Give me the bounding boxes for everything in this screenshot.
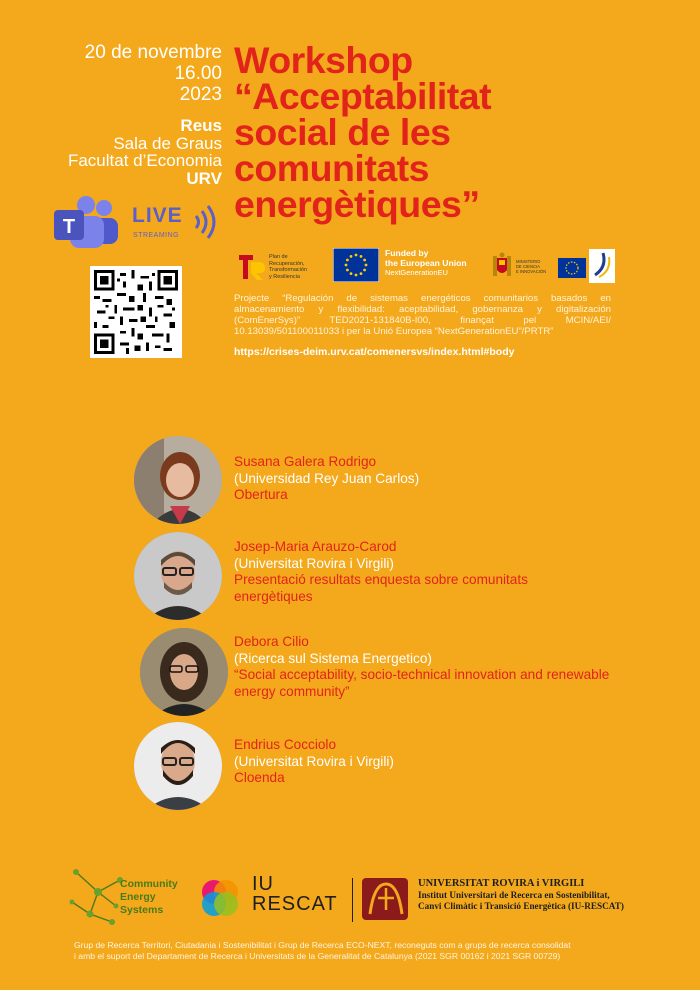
logo-divider: [352, 878, 353, 922]
title-line: “Acceptabilitat: [234, 75, 492, 117]
speaker-4: [234, 737, 394, 787]
qr-code[interactable]: [90, 266, 182, 358]
iu-line: IU: [252, 873, 274, 895]
event-time: 16.00: [174, 63, 222, 84]
eu-funded-logo: [333, 248, 483, 284]
speaker-name: Josep-Maria Arauzo-Carod: [234, 539, 397, 554]
prtr-line: Transformación: [269, 267, 308, 273]
iu-rescat-icon: [196, 874, 244, 922]
speaker-affiliation: (Universitat Rovira i Virgili): [234, 555, 394, 571]
event-venue: [30, 117, 222, 187]
speaker-photo: [134, 532, 222, 620]
footer-line: Grup de Recerca Territori, Ciutadania i Sostenibilitat i Grup de Recerca ECO-NEXT, reconeguts com a grups de recerca consolidat: [74, 940, 571, 950]
ces-line: Systems: [120, 904, 164, 916]
ministry-line: E INNOVACIÓN: [516, 269, 547, 274]
speaker-3: [234, 634, 614, 700]
qr-code-image: [94, 270, 178, 354]
ces-line: Community: [120, 878, 178, 890]
network-icon: [68, 866, 128, 930]
ministry-text: [516, 259, 546, 274]
svg-text:T: T: [62, 216, 76, 238]
urv-name: UNIVERSITAT ROVIRA i VIRGILI: [418, 878, 585, 889]
ministry-line: DE CIENCIA: [516, 264, 540, 269]
iu-rescat-text: [252, 874, 338, 914]
eu-next-line: NextGenerationEU: [385, 268, 448, 277]
venue-university: URV: [186, 168, 222, 188]
ces-line: Energy: [120, 891, 156, 903]
small-eu-flag-icon: [558, 258, 586, 278]
prtr-line: Plan de: [269, 254, 288, 260]
speaker-photo: [134, 722, 222, 810]
speaker-1-avatar: [134, 436, 222, 524]
aei-logo-icon: [589, 249, 615, 283]
prtr-line: y Resiliencia: [269, 273, 300, 280]
venue-room: Sala de Graus: [113, 133, 222, 153]
urv-seal-icon: [360, 874, 412, 924]
urv-logo: [360, 874, 660, 930]
speaker-role: Cloenda: [234, 770, 285, 785]
urv-text: [418, 877, 624, 912]
prtr-logo: [237, 250, 329, 284]
spain-coat-of-arms-icon: [491, 252, 513, 280]
teams-live-streaming[interactable]: [52, 196, 227, 254]
event-year: 2023: [179, 84, 222, 105]
eu-union-line: the European Union: [385, 257, 467, 268]
speaker-photo: [140, 628, 228, 716]
live-label: LIVE: [132, 204, 183, 227]
project-url-link[interactable]: https://crises-deim.urv.cat/comenersvs/index.html#body: [234, 346, 515, 358]
ministry-line: MINISTERIO: [516, 259, 541, 264]
speaker-photo: [134, 436, 222, 524]
prtr-line: Recuperación,: [269, 260, 305, 267]
teams-icon: [52, 196, 124, 252]
speaker-2: [234, 539, 594, 605]
iu-rescat-logo: [196, 874, 346, 926]
speaker-name: Endrius Cocciolo: [234, 737, 336, 752]
venue-faculty: Facultat d’Economia: [67, 151, 222, 170]
speaker-affiliation: (Universitat Rovira i Virgili): [234, 753, 394, 769]
venue-city: Reus: [180, 116, 222, 135]
eu-text: [385, 249, 467, 278]
funding-logos: [233, 246, 618, 286]
urv-institute-line: Institut Universitari de Recerca en Sostenibilitat,: [418, 890, 610, 900]
bottom-logos: [60, 862, 650, 932]
title-line: energètiques”: [234, 183, 480, 225]
broadcast-icon: [192, 202, 222, 242]
speaker-affiliation: (Universidad Rey Juan Carlos): [234, 470, 420, 486]
speaker-2-avatar: [134, 532, 222, 620]
prtr-text: [269, 254, 329, 280]
event-datetime: [30, 42, 222, 105]
speaker-role: Obertura: [234, 487, 288, 502]
urv-institute-line: Canvi Climàtic i Transició Energètica (IU-RESCAT): [418, 901, 624, 911]
footer-acknowledgement: [74, 940, 654, 962]
eu-flag-icon: [333, 248, 379, 282]
speaker-affiliation: (Ricerca sul Sistema Energetico): [234, 650, 432, 666]
event-date: 20 de novembre: [84, 42, 222, 63]
ces-logo: [68, 866, 198, 932]
workshop-title: [234, 39, 654, 225]
rescat-line: RESCAT: [252, 893, 338, 915]
prtr-symbol-icon: [237, 252, 267, 282]
project-description: Projecte “Regulación de sistemas energéticos comunitarios basados en almacenamiento y flexibilidad: aceptabilidad, gobernanza y digitalización (ComEnerSys)” TED2021-131840B-I00, finançat pel MCIN/AEI/ 10.13039/501100011033 i per la Unió Europea “NextGenerationEU”/PRTR”: [234, 293, 611, 338]
speaker-3-avatar: [140, 628, 228, 716]
speaker-role: “Social acceptability, socio-technical innovation and renewable energy community”: [234, 667, 610, 699]
title-line: Workshop: [234, 39, 413, 81]
title-line: social de les: [234, 111, 451, 153]
speaker-role: Presentació resultats enquesta sobre comunitats energètiques: [234, 572, 528, 604]
speaker-name: Debora Cilio: [234, 634, 309, 649]
title-line: comunitats: [234, 147, 430, 189]
speaker-name: Susana Galera Rodrigo: [234, 454, 377, 469]
speaker-1: [234, 454, 419, 504]
streaming-label: STREAMING: [133, 232, 180, 239]
speaker-4-avatar: [134, 722, 222, 810]
ces-text: [120, 878, 178, 917]
ministry-logo: [491, 250, 551, 284]
eu-funded-line: Funded by: [385, 248, 429, 258]
footer-line: i amb el suport del Departament de Recerca i Universitats de la Generalitat de Catalunya (2021 SGR 00162 i 2021 SGR 00729): [74, 951, 561, 961]
